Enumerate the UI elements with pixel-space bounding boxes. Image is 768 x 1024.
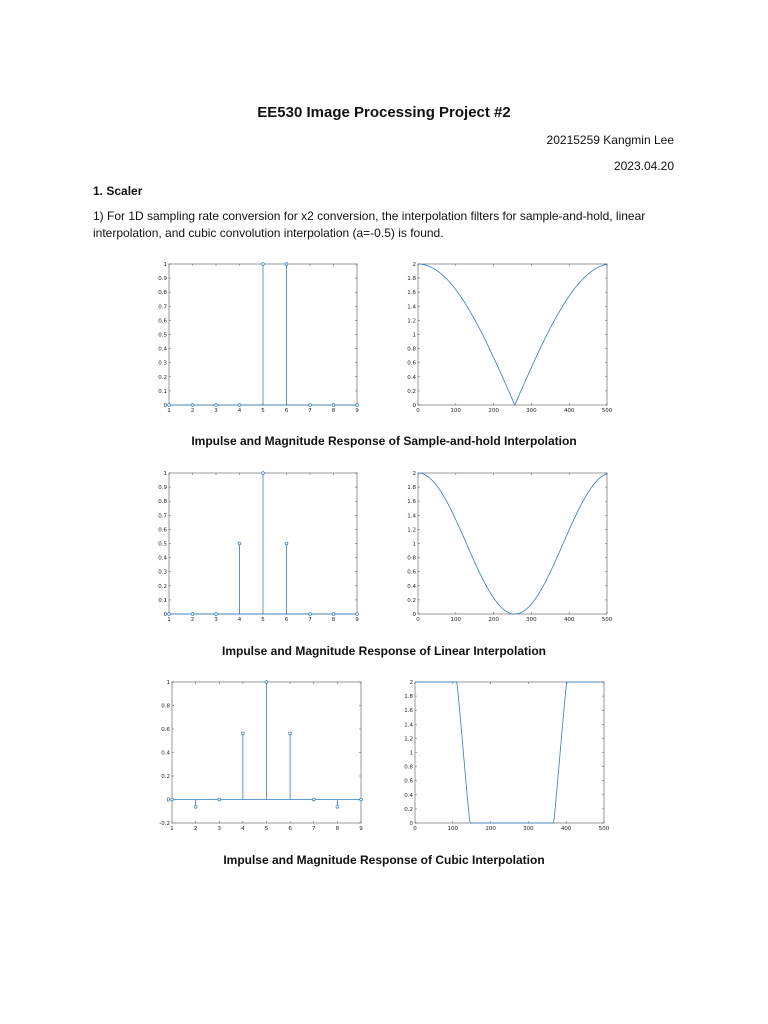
y-tick-label: 0.4 xyxy=(158,555,167,562)
document-title: EE530 Image Processing Project #2 xyxy=(257,104,511,121)
axes-box xyxy=(418,473,607,614)
impulse-plot-cubic xyxy=(150,676,366,836)
impulse-plot-sah xyxy=(150,258,362,418)
x-tick-label: 7 xyxy=(312,826,316,832)
stem-marker-impulse-2 xyxy=(171,798,174,801)
y-tick-label: 0.8 xyxy=(407,346,416,353)
x-tick-label: 4 xyxy=(241,826,245,832)
x-tick-label: 200 xyxy=(485,826,496,832)
stem-marker-impulse-2 xyxy=(360,798,363,801)
y-tick-label: 1.6 xyxy=(404,708,413,715)
y-tick-label: 0.6 xyxy=(407,360,416,367)
y-tick-label: 0.4 xyxy=(161,750,170,757)
x-tick-label: 400 xyxy=(563,408,575,414)
y-tick-label: 2 xyxy=(412,471,416,477)
magnitude-plot-linear xyxy=(398,467,614,627)
y-tick-label: 0.1 xyxy=(158,597,167,604)
stem-marker-impulse-0 xyxy=(309,404,312,407)
stem-marker-impulse-2 xyxy=(265,681,268,684)
x-tick-label: 300 xyxy=(526,408,537,414)
y-tick-label: 0.3 xyxy=(158,360,167,367)
x-tick-label: 100 xyxy=(450,617,462,623)
stem-marker-impulse-1 xyxy=(285,542,288,545)
y-tick-label: 0.8 xyxy=(158,499,167,506)
x-tick-label: 5 xyxy=(261,617,265,623)
y-tick-label: 0.5 xyxy=(158,541,167,548)
caption-cubic: Impulse and Magnitude Response of Cubic Interpolation xyxy=(223,853,545,867)
y-tick-label: 1.2 xyxy=(407,527,416,534)
y-tick-label: 0.2 xyxy=(158,374,167,381)
y-tick-label: 0.6 xyxy=(158,318,167,325)
x-tick-label: 400 xyxy=(563,617,575,623)
y-tick-label: 1.4 xyxy=(407,304,416,311)
stem-marker-impulse-1 xyxy=(332,613,335,616)
y-tick-label: 0.2 xyxy=(158,583,167,590)
stem-marker-impulse-2 xyxy=(218,798,221,801)
y-tick-label: 0.6 xyxy=(158,527,167,534)
y-tick-label: 1 xyxy=(166,680,170,686)
y-tick-label: 0.2 xyxy=(407,388,416,395)
y-tick-label: 0.2 xyxy=(404,806,413,813)
stem-marker-impulse-2 xyxy=(194,805,197,808)
y-tick-label: 0.7 xyxy=(158,513,167,520)
y-tick-label: 0.4 xyxy=(158,346,167,353)
x-tick-label: 500 xyxy=(601,617,613,623)
x-tick-label: 8 xyxy=(331,617,336,623)
stem-marker-impulse-1 xyxy=(309,613,312,616)
y-tick-label: 0.8 xyxy=(161,703,170,710)
body-paragraph: 1) For 1D sampling rate conversion for x2 conversion, the interpolation filters for sample-and-hold, linear interpolation, and cubic convolution interpolation (a=-0.5) is found. xyxy=(93,209,646,240)
x-tick-label: 9 xyxy=(355,617,359,623)
x-tick-label: 0 xyxy=(416,408,420,414)
stem-marker-impulse-2 xyxy=(336,805,339,808)
y-tick-label: 2 xyxy=(409,680,413,686)
y-tick-label: 1.6 xyxy=(407,290,416,297)
x-tick-label: 3 xyxy=(214,408,218,414)
x-tick-label: 5 xyxy=(261,408,265,414)
stem-marker-impulse-1 xyxy=(262,472,265,475)
x-tick-label: 6 xyxy=(288,826,292,832)
x-tick-label: 2 xyxy=(190,617,195,623)
x-tick-label: 7 xyxy=(308,408,312,414)
x-tick-label: 2 xyxy=(193,826,198,832)
y-tick-label: 2 xyxy=(412,262,416,268)
x-tick-label: 4 xyxy=(237,408,242,414)
stem-marker-impulse-0 xyxy=(332,404,335,407)
x-tick-label: 6 xyxy=(284,408,289,414)
y-tick-label: 0 xyxy=(166,797,170,804)
y-tick-label: 0.8 xyxy=(407,555,416,562)
x-tick-label: 0 xyxy=(416,617,420,623)
x-tick-label: 400 xyxy=(560,826,572,832)
x-tick-label: 500 xyxy=(601,408,613,414)
stem-marker-impulse-1 xyxy=(215,613,218,616)
impulse-plot-linear xyxy=(150,467,362,627)
y-tick-label: 1 xyxy=(163,471,167,477)
x-tick-label: 200 xyxy=(488,408,499,414)
y-tick-label: 0.4 xyxy=(407,374,416,381)
y-tick-label: 0.4 xyxy=(407,583,416,590)
x-tick-label: 0 xyxy=(413,826,417,832)
y-tick-label: 1.8 xyxy=(407,485,416,492)
magnitude-line-magnitude-2 xyxy=(415,682,604,823)
stem-marker-impulse-2 xyxy=(289,732,292,735)
y-tick-label: 1.8 xyxy=(404,694,413,701)
y-tick-label: 1 xyxy=(163,262,167,268)
y-tick-label: 0.2 xyxy=(161,774,170,780)
x-tick-label: 5 xyxy=(264,826,269,832)
x-tick-label: 8 xyxy=(335,826,340,832)
y-tick-label: 0 xyxy=(412,403,416,409)
stem-marker-impulse-0 xyxy=(168,404,171,407)
stem-marker-impulse-0 xyxy=(215,404,218,407)
y-tick-label: 0.6 xyxy=(407,569,416,576)
stem-marker-impulse-2 xyxy=(241,732,244,735)
date-line: 2023.04.20 xyxy=(613,159,674,173)
x-tick-label: 3 xyxy=(214,617,218,623)
y-tick-label: 0.6 xyxy=(161,727,170,733)
y-tick-label: 0.9 xyxy=(158,485,167,492)
caption-linear: Impulse and Magnitude Response of Linear Interpolation xyxy=(221,644,547,658)
x-tick-label: 300 xyxy=(526,617,537,623)
y-tick-label: 1 xyxy=(409,750,413,757)
y-tick-label: 0.9 xyxy=(158,276,167,283)
y-tick-label: 0.5 xyxy=(158,332,167,339)
y-tick-label: 0 xyxy=(412,612,416,618)
magnitude-plot-cubic xyxy=(395,676,611,836)
stem-marker-impulse-0 xyxy=(285,263,288,266)
caption-sah: Impulse and Magnitude Response of Sample-and-hold Interpolation xyxy=(191,434,577,448)
y-tick-label: 0.4 xyxy=(404,792,413,799)
x-tick-label: 1 xyxy=(167,408,171,414)
y-tick-label: 0 xyxy=(409,821,413,827)
x-tick-label: 9 xyxy=(355,408,359,414)
stem-marker-impulse-0 xyxy=(238,404,241,407)
y-tick-label: 0.2 xyxy=(407,597,416,604)
axes-box xyxy=(415,682,604,823)
x-tick-label: 2 xyxy=(190,408,195,414)
stem-marker-impulse-2 xyxy=(312,798,315,801)
stem-marker-impulse-0 xyxy=(191,404,194,407)
x-tick-label: 100 xyxy=(447,826,459,832)
y-tick-label: 0.1 xyxy=(158,388,167,395)
stem-marker-impulse-1 xyxy=(191,613,194,616)
magnitude-line-magnitude-0 xyxy=(418,264,607,405)
stem-marker-impulse-1 xyxy=(238,542,241,545)
y-tick-label: 1.2 xyxy=(407,318,416,325)
x-tick-label: 9 xyxy=(359,826,363,832)
y-tick-label: 1.6 xyxy=(407,499,416,506)
axes-box xyxy=(418,264,607,405)
x-tick-label: 1 xyxy=(170,826,174,832)
x-tick-label: 1 xyxy=(167,617,171,623)
x-tick-label: 200 xyxy=(488,617,499,623)
x-tick-label: 7 xyxy=(308,617,312,623)
stem-marker-impulse-0 xyxy=(356,404,359,407)
x-tick-label: 4 xyxy=(237,617,242,623)
y-tick-label: 0 xyxy=(163,612,167,618)
stem-marker-impulse-1 xyxy=(168,613,171,616)
magnitude-line-magnitude-1 xyxy=(418,473,607,614)
y-tick-label: 0.3 xyxy=(158,569,167,576)
y-tick-label: 0.7 xyxy=(158,304,167,311)
y-tick-label: 0.8 xyxy=(404,764,413,771)
section-heading: 1. Scaler xyxy=(93,184,143,198)
y-tick-label: -0.2 xyxy=(159,821,170,827)
y-tick-label: 1.4 xyxy=(404,722,413,729)
y-tick-label: 1.4 xyxy=(407,513,416,520)
magnitude-plot-sah xyxy=(398,258,614,418)
y-tick-label: 0.6 xyxy=(404,778,413,785)
stem-marker-impulse-1 xyxy=(356,613,359,616)
x-tick-label: 500 xyxy=(598,826,610,832)
x-tick-label: 100 xyxy=(450,408,462,414)
y-tick-label: 0.8 xyxy=(158,290,167,297)
stem-marker-impulse-0 xyxy=(262,263,265,266)
x-tick-label: 6 xyxy=(284,617,289,623)
x-tick-label: 8 xyxy=(331,408,336,414)
y-tick-label: 1.8 xyxy=(407,276,416,283)
y-tick-label: 1 xyxy=(412,541,416,548)
y-tick-label: 1.2 xyxy=(404,736,413,743)
y-tick-label: 1 xyxy=(412,332,416,339)
y-tick-label: 0 xyxy=(163,403,167,409)
author-line: 20215259 Kangmin Lee xyxy=(546,133,674,147)
x-tick-label: 300 xyxy=(523,826,534,832)
x-tick-label: 3 xyxy=(217,826,221,832)
